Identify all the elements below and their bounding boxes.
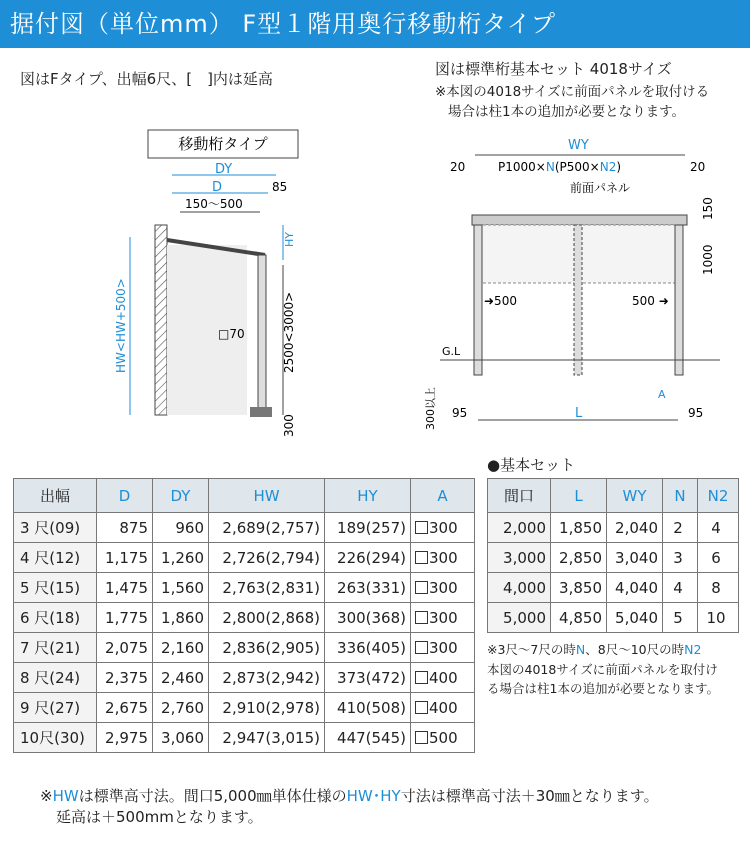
table-cell: 8 (698, 573, 739, 603)
cell-value: 2,675 (105, 698, 148, 717)
table-cell (97, 513, 153, 543)
th-hw: HW (209, 479, 325, 513)
table-cell (97, 723, 153, 753)
th-frontage: 間口 (488, 479, 551, 513)
dim-left95: 95 (452, 406, 468, 420)
cell-value: 2,873(2,942) (222, 668, 320, 687)
cell-value: 1,260 (161, 548, 204, 567)
th-hy: HY (325, 479, 411, 513)
table-cell: 4 (663, 573, 698, 603)
table-row (14, 663, 475, 693)
table-cell (14, 603, 97, 633)
cell-value: 1,775 (105, 608, 148, 627)
table-cell (97, 633, 153, 663)
cell-value: 500 (429, 728, 458, 747)
dim-150: 150 (701, 197, 715, 220)
base-note-2: 本図の4018サイズに前面パネルを取付け (487, 662, 718, 677)
table-cell: 3 (663, 543, 698, 573)
table-cell (97, 573, 153, 603)
cell-value: 6 尺(18) (20, 609, 81, 627)
wall (155, 225, 167, 415)
table-cell (325, 723, 411, 753)
table-cell (14, 663, 97, 693)
table-cell: 10 (698, 603, 739, 633)
table-cell (153, 573, 209, 603)
dim-right20: 20 (690, 160, 706, 174)
table-cell (411, 573, 475, 603)
table-cell: 3,040 (607, 543, 663, 573)
cell-value: 410(508) (337, 698, 406, 717)
cell-value: 2,910(2,978) (222, 698, 320, 717)
base-set-table (487, 478, 739, 633)
table-cell (153, 663, 209, 693)
table-cell (325, 693, 411, 723)
cell-value: 7 尺(21) (20, 639, 81, 657)
dim-pitch: P1000×N(P500×N2) (498, 160, 622, 174)
right-note-1: 図は標準桁基本セット 4018サイズ (435, 60, 672, 78)
cell-value: 2,760 (161, 698, 204, 717)
th-n2: N2 (698, 479, 739, 513)
base-note-3: る場合は柱1本の追加が必要となります。 (487, 681, 719, 696)
gl-label: G.L (442, 345, 461, 358)
cell-value: 2,836(2,905) (222, 638, 320, 657)
post-center (574, 225, 582, 375)
page-title: 据付図（単位mm） F型１階用奥行移動桁タイプ (0, 0, 750, 48)
front-panel-label: 前面パネル (570, 181, 631, 195)
cell-value: 1,560 (161, 578, 204, 597)
cell-value: 3 尺(09) (20, 519, 81, 537)
post (258, 255, 266, 415)
left-note: 図はFタイプ、出幅6尺、[ ]内は延高 (20, 70, 273, 88)
table-cell: 4,040 (607, 573, 663, 603)
table-cell (209, 693, 325, 723)
cell-value: 1,475 (105, 578, 148, 597)
square-icon (415, 581, 428, 594)
cell-value: 5 尺(15) (20, 579, 81, 597)
dim-left20: 20 (450, 160, 466, 174)
cell-value: 300 (429, 608, 458, 627)
table-cell (14, 573, 97, 603)
table-row (488, 513, 739, 543)
cell-value: 300(368) (337, 608, 406, 627)
table-cell (411, 543, 475, 573)
table-cell (153, 543, 209, 573)
cell-value: 2,800(2,868) (222, 608, 320, 627)
table-cell (411, 603, 475, 633)
dim-base-label: 300 (282, 414, 296, 437)
cell-value: 1,860 (161, 608, 204, 627)
cell-value: 2,460 (161, 668, 204, 687)
table-row (14, 603, 475, 633)
table-cell (209, 573, 325, 603)
table-row (488, 543, 739, 573)
table-cell: 5,040 (607, 603, 663, 633)
dim-dy-label: DY (215, 162, 233, 177)
cell-value: 2,726(2,794) (222, 548, 320, 567)
table-cell: 4 (698, 513, 739, 543)
cell-value: 4 尺(12) (20, 549, 81, 567)
dim-l-label: L (575, 406, 583, 421)
cell-value: 10尺(30) (20, 729, 85, 747)
table-row (488, 573, 739, 603)
side-diagram (100, 125, 320, 445)
cell-value: 189(257) (337, 518, 406, 537)
table-cell (209, 543, 325, 573)
dim-hw-label: HW<HW+500> (114, 278, 128, 373)
roof-beam (472, 215, 687, 225)
th-a: A (411, 479, 475, 513)
cell-value: 300 (429, 638, 458, 657)
arrow-right: 500 ➜ (632, 294, 669, 308)
table-cell (325, 543, 411, 573)
table-cell: 5 (663, 603, 698, 633)
table-cell (325, 663, 411, 693)
table-cell (325, 603, 411, 633)
cell-value: 300 (429, 548, 458, 567)
cell-value: 263(331) (337, 578, 406, 597)
cell-value: 2,375 (105, 668, 148, 687)
table-cell (411, 693, 475, 723)
dim-hy-label: HY (283, 232, 296, 247)
table-cell (411, 663, 475, 693)
table-cell (153, 513, 209, 543)
table-row (14, 723, 475, 753)
square-icon (415, 731, 428, 744)
table-row (14, 573, 475, 603)
th-l: L (551, 479, 607, 513)
dim-post-h-label: 2500<3000> (282, 291, 296, 373)
dim-wy-label: WY (568, 138, 589, 153)
cell-value: 373(472) (337, 668, 406, 687)
base-set-title: ●基本セット (487, 456, 576, 474)
cell-value: 336(405) (337, 638, 406, 657)
cell-value: 2,075 (105, 638, 148, 657)
table-cell (97, 603, 153, 633)
table-cell (209, 513, 325, 543)
right-note-2: ※本図の4018サイズに前面パネルを取付ける (435, 84, 710, 100)
table-cell: 4,000 (488, 573, 551, 603)
table-cell (325, 573, 411, 603)
dim-d-label: D (212, 180, 223, 195)
table-cell (209, 633, 325, 663)
table-cell (411, 633, 475, 663)
table-cell (153, 603, 209, 633)
base-note-1: ※3尺～7尺の時N、8尺～10尺の時N2 (487, 642, 702, 657)
post-label: □70 (218, 327, 245, 341)
th-d: D (97, 479, 153, 513)
table-cell: 3,000 (488, 543, 551, 573)
table-cell (97, 543, 153, 573)
table-cell: 1,850 (551, 513, 607, 543)
table-row (14, 693, 475, 723)
type-label: 移動桁タイプ (178, 135, 268, 153)
footer-line-1: ※HWは標準高寸法。間口5,000㎜単体仕様のHW･HY寸法は標準高寸法＋30㎜となります。 (40, 787, 659, 805)
table-cell (14, 543, 97, 573)
cell-value: 226(294) (337, 548, 406, 567)
front-diagram (420, 135, 730, 435)
cell-value: 960 (175, 518, 204, 537)
th-dy: DY (153, 479, 209, 513)
table-cell (209, 663, 325, 693)
table-cell (14, 513, 97, 543)
table-cell (97, 663, 153, 693)
cell-value: 2,947(3,015) (222, 728, 320, 747)
footer-line-2: 延高は＋500mmとなります。 (56, 808, 263, 826)
square-icon (415, 641, 428, 654)
post-left (474, 225, 482, 375)
table-cell (411, 513, 475, 543)
right-note-3: 場合は柱1本の追加が必要となります。 (448, 104, 686, 120)
square-icon (415, 671, 428, 684)
square-icon (415, 521, 428, 534)
th-width: 出幅 (14, 479, 97, 513)
table-cell: 5,000 (488, 603, 551, 633)
table-cell (14, 633, 97, 663)
table-cell (325, 633, 411, 663)
cell-value: 8 尺(24) (20, 669, 81, 687)
table-cell: 2 (663, 513, 698, 543)
th-wy: WY (607, 479, 663, 513)
table-cell: 2,850 (551, 543, 607, 573)
cell-value: 9 尺(27) (20, 699, 81, 717)
table-cell (153, 633, 209, 663)
cell-value: 447(545) (337, 728, 406, 747)
table-row (488, 603, 739, 633)
table-cell (97, 693, 153, 723)
cell-value: 2,975 (105, 728, 148, 747)
depth-label: 300以上 (424, 387, 437, 430)
square-icon (415, 551, 428, 564)
dim-85-label: 85 (272, 180, 288, 194)
th-n: N (663, 479, 698, 513)
cell-value: 3,060 (161, 728, 204, 747)
cell-value: 2,160 (161, 638, 204, 657)
table-cell (209, 603, 325, 633)
table-cell: 2,040 (607, 513, 663, 543)
cell-value: 875 (119, 518, 148, 537)
cell-value: 300 (429, 518, 458, 537)
table-cell: 4,850 (551, 603, 607, 633)
table-cell: 6 (698, 543, 739, 573)
table-cell: 3,850 (551, 573, 607, 603)
square-icon (415, 611, 428, 624)
dim-right95: 95 (688, 406, 704, 420)
cell-value: 1,175 (105, 548, 148, 567)
cell-value: 400 (429, 668, 458, 687)
arrow-left: ➜500 (484, 294, 517, 308)
table-cell (153, 693, 209, 723)
cell-value: 2,689(2,757) (222, 518, 320, 537)
dim-1000: 1000 (701, 244, 715, 275)
table-cell (325, 513, 411, 543)
cell-value: 400 (429, 698, 458, 717)
base-plate (250, 407, 272, 417)
table-row (14, 543, 475, 573)
square-icon (415, 701, 428, 714)
table-cell (411, 723, 475, 753)
main-table (13, 478, 475, 753)
table-cell (14, 693, 97, 723)
table-cell (209, 723, 325, 753)
table-row (14, 633, 475, 663)
cell-value: 300 (429, 578, 458, 597)
post-right (675, 225, 683, 375)
table-cell (14, 723, 97, 753)
table-row (14, 513, 475, 543)
dim-range-label: 150～500 (185, 197, 243, 211)
cell-value: 2,763(2,831) (222, 578, 320, 597)
table-cell: 2,000 (488, 513, 551, 543)
table-cell (153, 723, 209, 753)
a-label: A (658, 388, 666, 401)
